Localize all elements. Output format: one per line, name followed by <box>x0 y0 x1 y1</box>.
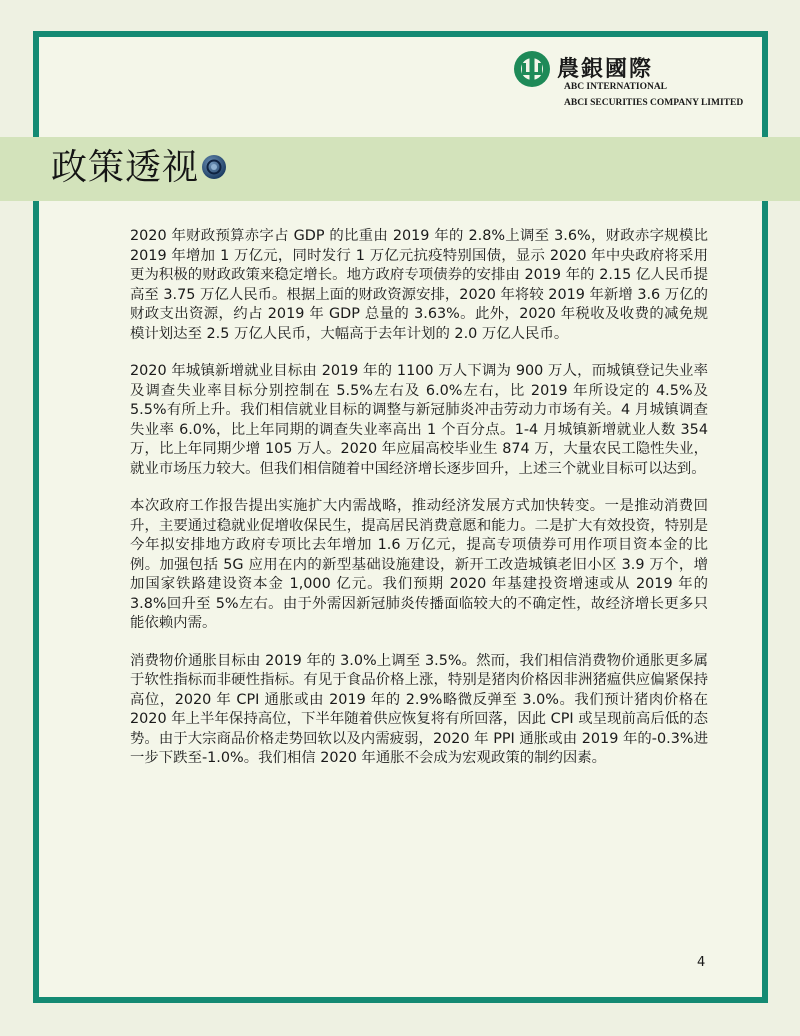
page-number: 4 <box>697 955 706 970</box>
paragraph-inflation: 消费物价通胀目标由 2019 年的 3.0%上调至 3.5%。然而，我们相信消费物价通胀更多属于软性指标而非硬性指标。有见于食品价格上涨，特别是猪肉价格因非洲猪瘟供应偏紧保持高位，2020 年 CPI 通胀或由 2019 年的 2.9%略微反弹至 3.0%。我们预计猪肉价格在 2020 年上半年保持高位，下半年随着供应恢复将有所回落，因此 CPI 或呈现前高后低的态势。由于大宗商品价格走势回软以及内需疲弱，2020 年 PPI 通胀或由 2019 年的-0.3%进一步下跌至-1.0%。我们相信 2020 年通胀不会成为宏观政策的制约因素。 <box>130 652 708 766</box>
section-title: 政策透视 <box>51 147 200 188</box>
logo-chinese-name: 農銀國際 <box>557 56 654 82</box>
body-content <box>130 227 708 787</box>
paragraph-domestic-demand: 本次政府工作报告提出实施扩大内需战略，推动经济发展方式加快转变。一是推动消费回升，主要通过稳就业促增收保民生，提高居民消费意愿和能力。二是扩大有效投资，特别是今年拟安排地方政府专项比去年增加 1.6 万亿元，提高专项债券可用作项目资本金的比例。加强包括 5G 应用在内的新型基础设施建设，新开工改造城镇老旧小区 3.9 万个，增加国家铁路建设资本金 1,000 亿元。我们预期 2020 年基建投资增速或从 2019 年的 3.8%回升至 5%左右。由于外需因新冠肺炎传播面临较大的不确定性，故经济增长更多只能依赖内需。 <box>130 498 708 631</box>
paragraph-fiscal-policy: 2020 年财政预算赤字占 GDP 的比重由 2019 年的 2.8%上调至 3.6%，财政赤字规模比 2019 年增加 1 万亿元，同时发行 1 万亿元抗疫特别国债，显示 2020 年中央政府将采用更为积极的财政政策来稳定增长。地方政府专项债券的安排由 2019 年的 2.15 亿人民币提高至 3.75 万亿人民币。根据上面的财政资源安排，2020 年将较 2019 年新增 3.6 万亿的财政支出资源，约占 2019 年 GDP 总量的 3.63%。此外，2020 年税收及收费的减免规模计划达至 2.5 万亿人民币，大幅高于去年计划的 2.0 万亿人民币。 <box>130 228 708 342</box>
logo-english-name: ABC INTERNATIONAL <box>564 82 668 92</box>
company-logo <box>513 50 753 110</box>
target-bullet-icon <box>201 154 227 180</box>
logo-company-name: ABCI SECURITIES COMPANY LIMITED <box>564 98 744 108</box>
paragraph-employment: 2020 年城镇新增就业目标由 2019 年的 1100 万人下调为 900 万人，而城镇登记失业率及调查失业率目标分别控制在 5.5%左右及 6.0%左右，比 2019 年所设定的 4.5%及 5.5%有所上升。我们相信就业目标的调整与新冠肺炎冲击劳动力市场有关。4 月城镇调查失业率 6.0%，比上年同期的调查失业率高出 1 个百分点。1-4 月城镇新增就业人数 354 万，比上年同期少增 105 万人。2020 年应届高校毕业生 874 万，大量农民工隐性失业，就业市场压力较大。但我们相信随着中国经济增长逐步回升，上述三个就业目标可以达到。 <box>130 363 708 477</box>
abc-coin-logo-icon <box>513 50 551 88</box>
